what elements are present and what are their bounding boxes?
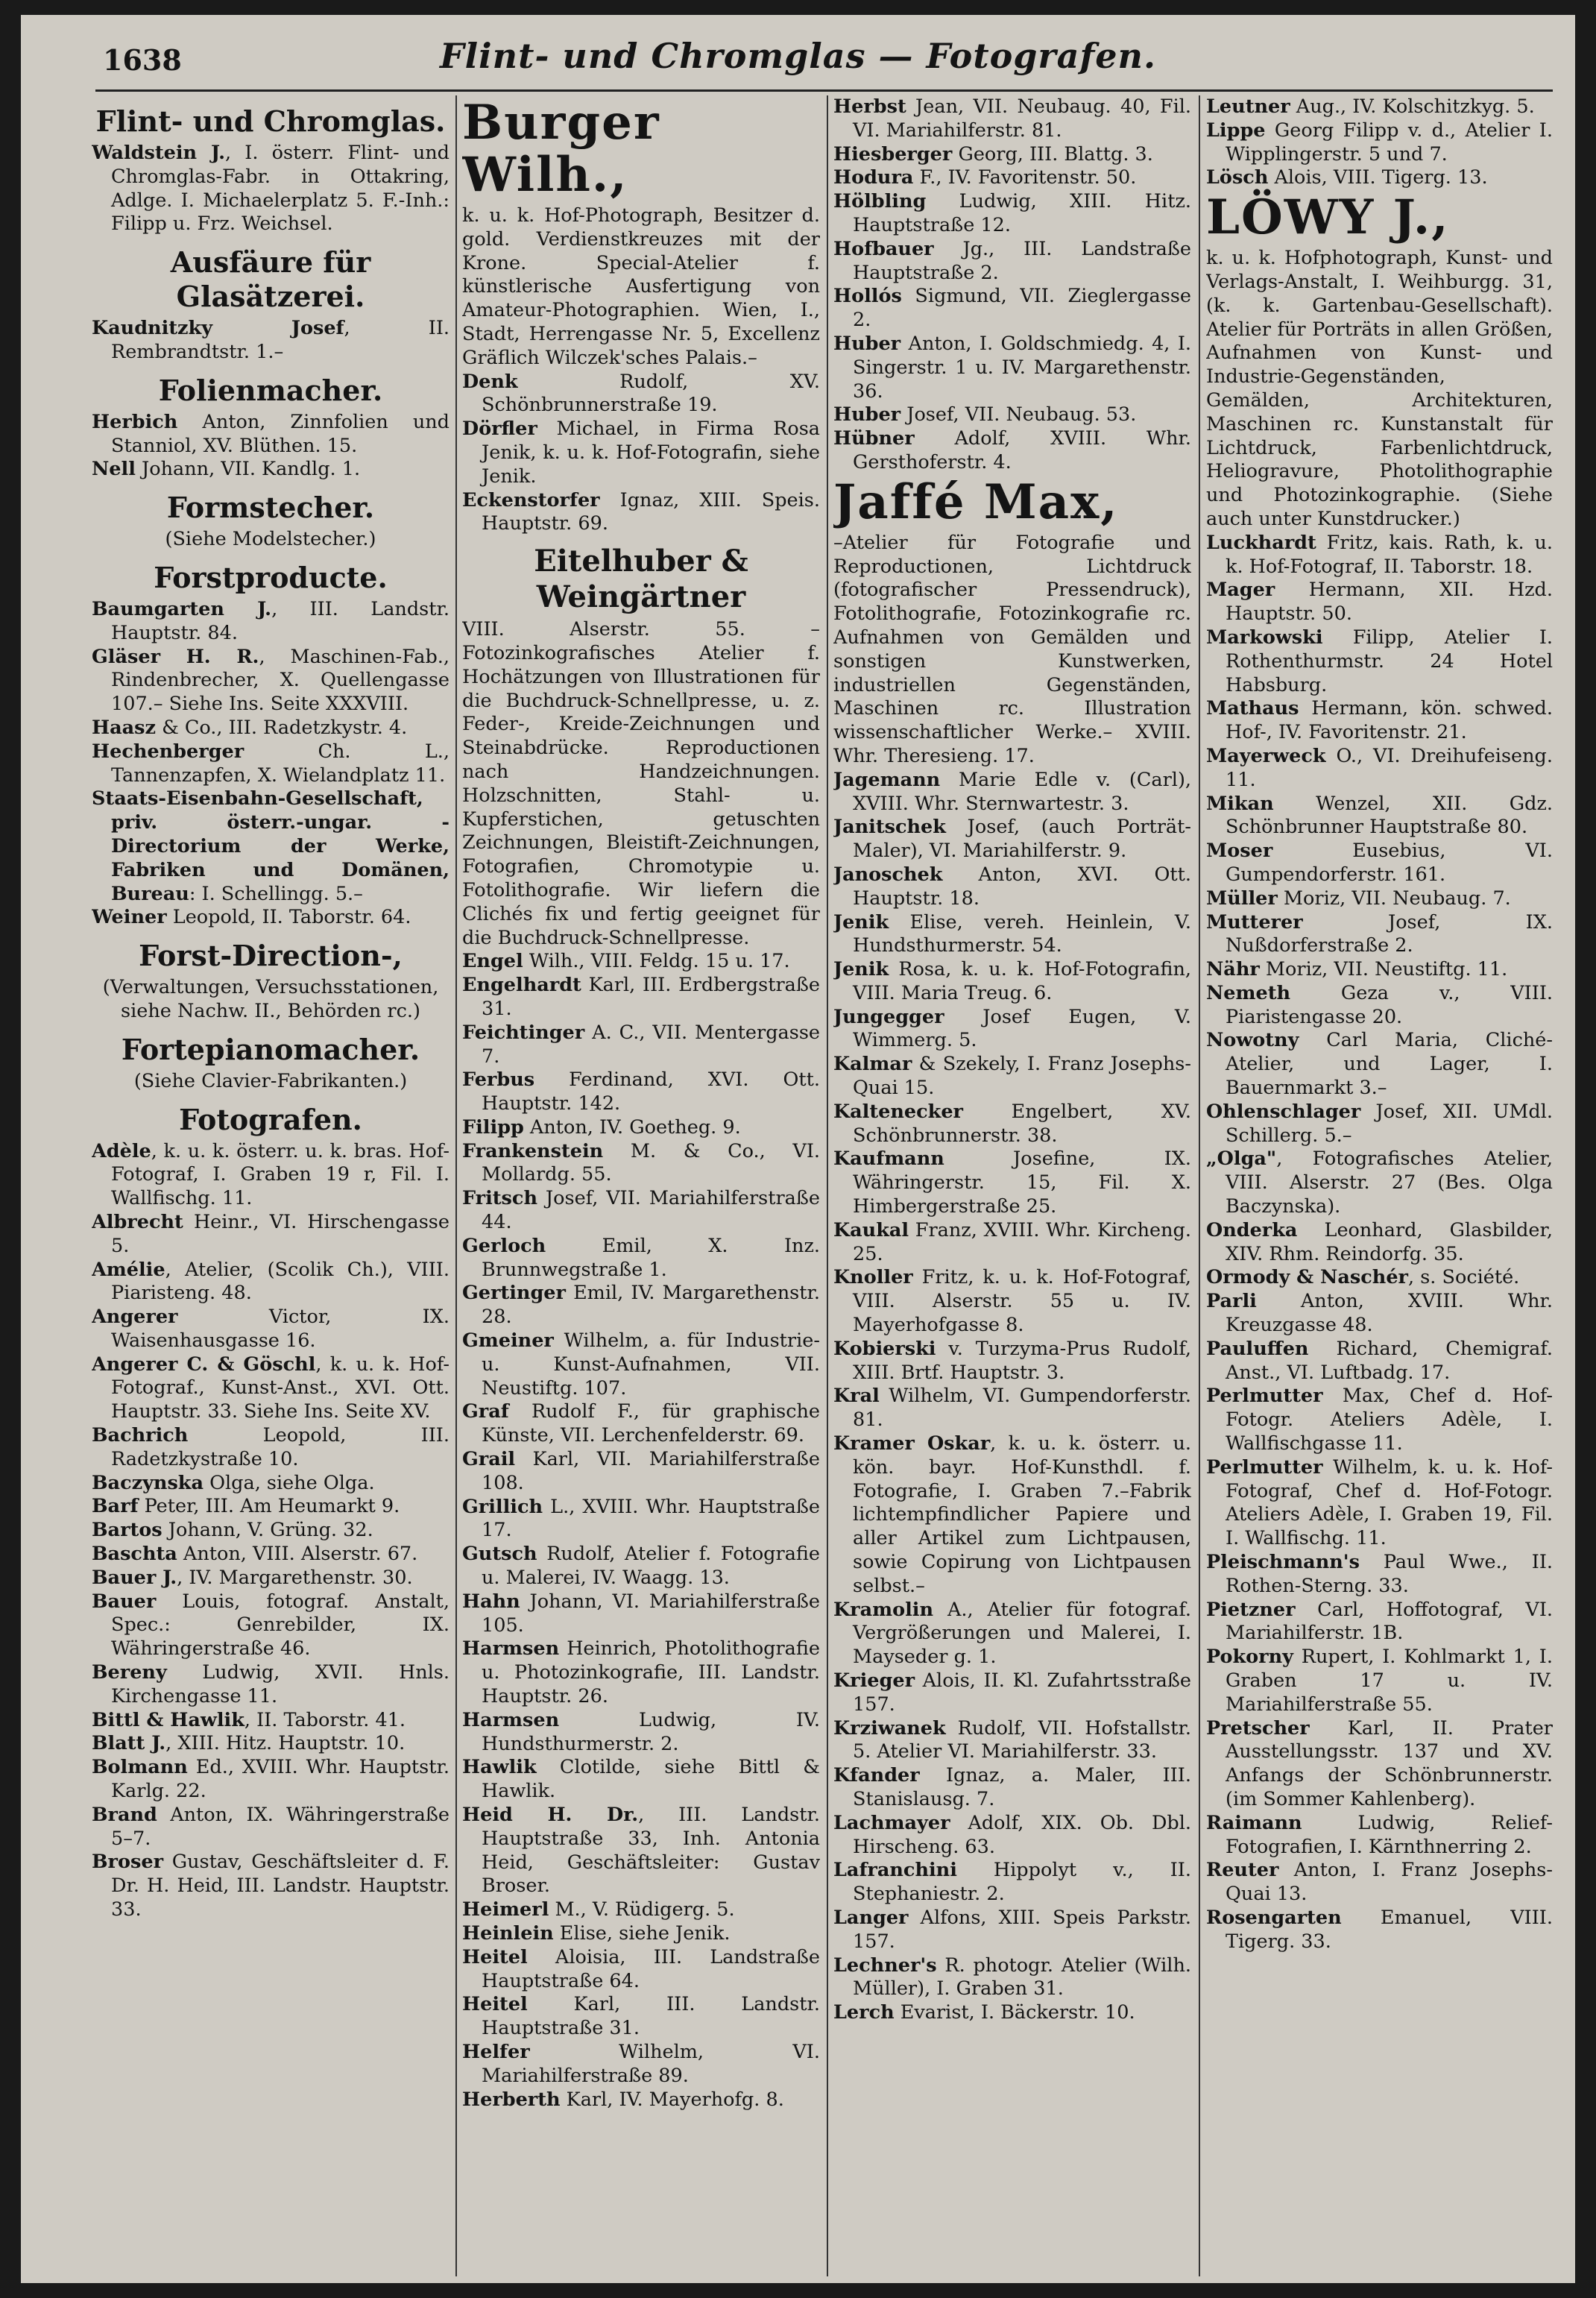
list-item: Bittl & Hawlik, II. Taborstr. 41. [92, 1708, 406, 1731]
header-rule [95, 89, 1553, 92]
list-item: Lösch Alois, VIII. Tigerg. 13. [1206, 166, 1488, 189]
list-item: Kfander Ignaz, a. Maler, III. Stanislausg. 7. [833, 1764, 1191, 1810]
list-item: Reuter Anton, I. Franz Josephs-Quai 13. [1206, 1859, 1553, 1906]
section-heading: Fortepianomacher. [121, 1032, 420, 1066]
list-item: Perlmutter Wilhelm, k. u. k. Hof-Fotograf, Chef d. Hof-Fotogr. Ateliers Adèle, I. Graben 19, Fil. I. Wallfischg. 11. [1206, 1455, 1553, 1550]
list-item: Barf Peter, III. Am Heumarkt 9. [92, 1495, 400, 1518]
list-item: Müller Moriz, VII. Neubaug. 7. [1206, 887, 1511, 910]
list-item: Frankenstein M. & Co., VI. Mollardg. 55. [462, 1139, 820, 1186]
column-3 [833, 95, 1191, 2276]
list-item: Mager Hermann, XII. Hzd. Hauptstr. 50. [1206, 579, 1553, 626]
list-item: Lerch Evarist, I. Bäckerstr. 10. [833, 2001, 1135, 2024]
list-item: Graf Rudolf F., für graphische Künste, VII. Lerchenfelderstr. 69. [462, 1400, 820, 1447]
advert-text: –Atelier für Fotografie und Reproductionen, Lichtdruck (fotografischer Pressendruck), Fotolithografie, Fotozinkografie rc. Aufnahmen von Gemälden und sonstigen Kunstwerken, industriellen Gegenständen, Maschinen rc. Illustration wissenschaftlicher Werke.– XVIII. Whr. Theresieng. 17. [833, 531, 1191, 767]
list-item: Langer Alfons, XIII. Speis Parkstr. 157. [833, 1906, 1191, 1953]
list-item: Gertinger Emil, IV. Margarethenstr. 28. [462, 1282, 820, 1329]
list-item: Kramolin A., Atelier für fotograf. Vergrößerungen und Malerei, I. Mayseder g. 1. [833, 1598, 1191, 1669]
list-item: Hübner Adolf, XVIII. Whr. Gersthoferstr. 4. [833, 427, 1191, 473]
list-item: Kaukal Franz, XVIII. Whr. Kircheng. 25. [833, 1218, 1191, 1265]
section-heading: Fotografen. [179, 1102, 362, 1136]
list-item: Heitel Aloisia, III. Landstraße Hauptstraße 64. [462, 1945, 820, 1992]
section-note: (Siehe Modelstecher.) [165, 528, 376, 551]
section-heading: Flint- und Chromglas. [95, 104, 446, 138]
list-item: Gerloch Emil, X. Inz. Brunnwegstraße 1. [462, 1234, 820, 1281]
directory-page [21, 15, 1575, 2283]
list-item: Krziwanek Rudolf, VII. Hofstallstr. 5. Atelier VI. Mariahilferstr. 33. [833, 1716, 1191, 1763]
list-item: Adèle, k. u. k. österr. u. k. bras. Hof-Fotograf, I. Graben 19 r, Fil. I. Wallfischg. 11. [92, 1139, 450, 1210]
list-item: Huber Josef, VII. Neubaug. 53. [833, 403, 1137, 426]
list-item: Luckhardt Fritz, kais. Rath, k. u. k. Hof-Fotograf, II. Taborstr. 18. [1206, 531, 1553, 578]
list-item: Nähr Moriz, VII. Neustiftg. 11. [1206, 958, 1508, 981]
list-item: Rosengarten Emanuel, VIII. Tigerg. 33. [1206, 1906, 1553, 1953]
list-item: Huber Anton, I. Goldschmiedg. 4, I. Singerstr. 1 u. IV. Margarethenstr. 36. [833, 332, 1191, 403]
column-1 [92, 95, 450, 2276]
list-item: Bachrich Leopold, III. Radetzkystraße 10. [92, 1424, 450, 1470]
list-item: Hofbauer Jg., III. Landstraße Hauptstraße 2. [833, 237, 1191, 284]
list-item: Staats-Eisenbahn-Gesellschaft, priv. österr.-ungar. -Directorium der Werke, Fabriken und Domänen, Bureau: I. Schellingg. 5.– [92, 787, 450, 905]
list-item: Angerer C. & Göschl, k. u. k. Hof-Fotograf., Kunst-Anst., XVI. Ott. Hauptstr. 33. Siehe Ins. Seite XV. [92, 1353, 450, 1423]
list-item: Heid H. Dr., III. Landstr. Hauptstraße 33, Inh. Antonia Heid, Geschäftsleiter: Gustav Broser. [462, 1804, 820, 1898]
list-item: Hawlik Clotilde, siehe Bittl & Hawlik. [462, 1756, 820, 1803]
list-item: Kaudnitzky Josef, II. Rembrandtstr. 1.– [92, 317, 450, 363]
list-item: Kaufmann Josefine, IX. Währingerstr. 15, Fil. X. Himbergerstraße 25. [833, 1148, 1191, 1218]
list-item: Heinlein Elise, siehe Jenik. [462, 1921, 731, 1945]
list-item: Pleischmann's Paul Wwe., II. Rothen-Sterng. 33. [1206, 1551, 1553, 1597]
list-item: Grail Karl, VII. Mariahilferstraße 108. [462, 1448, 820, 1494]
list-item: Baschta Anton, VIII. Alserstr. 67. [92, 1543, 418, 1566]
list-item: Broser Gustav, Geschäftsleiter d. F. Dr. H. Heid, III. Landstr. Hauptstr. 33. [92, 1851, 450, 1921]
list-item: Bauer J., IV. Margarethenstr. 30. [92, 1566, 413, 1589]
list-item: Harmsen Ludwig, IV. Hundsthurmerstr. 2. [462, 1708, 820, 1755]
list-item: Hiesberger Georg, III. Blattg. 3. [833, 142, 1153, 166]
list-item: Baumgarten J., III. Landstr. Hauptstr. 84. [92, 597, 450, 644]
section-note: (Verwaltungen, Versuchsstationen, siehe Nachw. II., Behörden rc.) [102, 976, 439, 1022]
list-item: Heimerl M., V. Rüdigerg. 5. [462, 1898, 735, 1921]
list-item: Mikan Wenzel, XII. Gdz. Schönbrunner Hauptstraße 80. [1206, 792, 1553, 839]
page-number: 1638 [103, 43, 182, 77]
list-item: Pretscher Karl, II. Prater Ausstellungsstr. 137 und XV. Anfangs der Schönbrunnerstr. (im Sommer Kahlenberg). [1206, 1716, 1553, 1810]
list-item: Mutterer Josef, IX. Nußdorferstraße 2. [1206, 910, 1553, 957]
list-item: Herberth Karl, IV. Mayerhofg. 8. [462, 2088, 784, 2111]
list-item: „Olga", Fotografisches Atelier, VIII. Alserstr. 27 (Bes. Olga Baczynska). [1206, 1148, 1553, 1218]
list-item: Waldstein J., I. österr. Flint- und Chromglas-Fabr. in Ottakring, Adlge. I. Michaelerplatz 5. F.-Inh.: Filipp u. Frz. Weichsel. [92, 142, 450, 236]
list-item: Mathaus Hermann, kön. schwed. Hof-, IV. Favoritenstr. 21. [1206, 697, 1553, 744]
advert-heading: Eitelhuber & Weingärtner [534, 544, 748, 615]
list-item: Gläser H. R., Maschinen-Fab., Rindenbrecher, X. Quellengasse 107.– Siehe Ins. Seite XXXVIII. [92, 645, 450, 716]
list-item: Hahn Johann, VI. Mariahilferstraße 105. [462, 1590, 820, 1637]
list-item: Jungegger Josef Eugen, V. Wimmerg. 5. [833, 1005, 1191, 1052]
list-item: Haasz & Co., III. Radetzkystr. 4. [92, 716, 408, 739]
list-item: Kalmar & Szekely, I. Franz Josephs-Quai 15. [833, 1053, 1191, 1100]
list-item: Helfer Wilhelm, VI. Mariahilferstraße 89. [462, 2040, 820, 2087]
list-item: Pauluffen Richard, Chemigraf. Anst., VI. Luftbadg. 17. [1206, 1337, 1553, 1384]
section-note: (Siehe Clavier-Fabrikanten.) [133, 1069, 408, 1092]
list-item: Herbich Anton, Zinnfolien und Stanniol, XV. Blüthen. 15. [92, 410, 450, 457]
list-item: Feichtinger A. C., VII. Mentergasse 7. [462, 1021, 820, 1068]
list-item: Weiner Leopold, II. Taborstr. 64. [92, 906, 411, 929]
list-item: Hollós Sigmund, VII. Zieglergasse 2. [833, 285, 1191, 332]
list-item: Leutner Aug., IV. Kolschitzkyg. 5. [1206, 95, 1535, 118]
column-4 [1206, 95, 1553, 2276]
list-item: Lippe Georg Filipp v. d., Atelier I. Wipplingerstr. 5 und 7. [1206, 119, 1553, 166]
list-item: Blatt J., XIII. Hitz. Hauptstr. 10. [92, 1732, 406, 1755]
list-item: Ferbus Ferdinand, XVI. Ott. Hauptstr. 142. [462, 1068, 820, 1115]
section-heading: Folienmacher. [158, 373, 383, 407]
list-item: Janitschek Josef, (auch Porträt-Maler), VI. Mariahilferstr. 9. [833, 816, 1191, 863]
list-item: Fritsch Josef, VII. Mariahilferstraße 44. [462, 1187, 820, 1234]
list-item: Bauer Louis, fotograf. Anstalt, Spec.: Genrebilder, IX. Währingerstraße 46. [92, 1590, 450, 1660]
advert-text: VIII. Alserstr. 55. –Fotozinkografisches Atelier f. Hochätzungen von Illustrationen für die Buchdruck-Schnellpresse, u. z. Feder-, Kreide-Zeichnungen und Steinabdrücke. Reproductionen nach Handzeichnungen. Holzschnitten, Stahl- u. Kupferstichen, getuschten Zeichnungen, Bleistift-Zeichnungen, Fotografien, Chromotypie u. Fotolithografie. Wir liefern die Clichés fix und fertig geeignet für die Buchdruck-Schnellpresse. [462, 618, 820, 949]
list-item: Kral Wilhelm, VI. Gumpendorferstr. 81. [833, 1385, 1191, 1432]
section-heading: Forstproducte. [154, 560, 388, 594]
list-item: Parli Anton, XVIII. Whr. Kreuzgasse 48. [1206, 1290, 1553, 1337]
list-item: Nemeth Geza v., VIII. Piaristengasse 20. [1206, 981, 1553, 1028]
list-item: Knoller Fritz, k. u. k. Hof-Fotograf, VIII. Alserstr. 55 u. IV. Mayerhofgasse 8. [833, 1266, 1191, 1337]
list-item: Nell Johann, VII. Kandlg. 1. [92, 458, 361, 481]
list-item: Kramer Oskar, k. u. k. österr. u. kön. bayr. Hof-Kunsthdl. f. Fotografie, I. Graben 7.–Fabrik lichtempfindlicher Papiere und aller Artikel zum Lichtpausen, sowie Copirung von Lichtpausen selbst.– [833, 1432, 1191, 1597]
list-item: Amélie, Atelier, (Scolik Ch.), VIII. Piaristeng. 48. [92, 1258, 450, 1305]
column-2 [462, 95, 820, 2276]
section-heading: Formstecher. [166, 491, 375, 525]
page-title: Flint- und Chromglas — Fotografen. [440, 36, 1156, 76]
list-item: Brand Anton, IX. Währingerstraße 5–7. [92, 1803, 450, 1850]
list-item: Gutsch Rudolf, Atelier f. Fotografie u. Malerei, IV. Waagg. 13. [462, 1543, 820, 1590]
list-item: Bereny Ludwig, XVII. Hnls. Kirchengasse 11. [92, 1661, 450, 1707]
list-item: Lafranchini Hippolyt v., II. Stephaniestr. 2. [833, 1859, 1191, 1906]
list-item: Dörfler Michael, in Firma Rosa Jenik, k. u. k. Hof-Fotografin, siehe Jenik. [462, 418, 820, 488]
list-item: Angerer Victor, IX. Waisenhausgasse 16. [92, 1306, 450, 1352]
list-item: Moser Eusebius, VI. Gumpendorferstr. 161. [1206, 840, 1553, 886]
list-item: Jagemann Marie Edle v. (Carl), XVIII. Whr. Sternwartestr. 3. [833, 768, 1191, 815]
list-item: Jenik Elise, vereh. Heinlein, V. Hundsthurmerstr. 54. [833, 910, 1191, 957]
advert-heading: LÖWY J., [1206, 189, 1450, 246]
list-item: Filipp Anton, IV. Goetheg. 9. [462, 1115, 741, 1139]
list-item: Harmsen Heinrich, Photolithografie u. Photozinkografie, III. Landstr. Hauptstr. 26. [462, 1637, 820, 1708]
list-item: Mayerweck O., VI. Dreihufeiseng. 11. [1206, 744, 1553, 791]
section-heading: Forst-Direction-, [139, 939, 403, 973]
list-item: Hodura F., IV. Favoritenstr. 50. [833, 166, 1137, 189]
list-item: Engelhardt Karl, III. Erdbergstraße 31. [462, 974, 820, 1020]
page-header [21, 15, 1575, 89]
list-item: Jenik Rosa, k. u. k. Hof-Fotografin, VIII. Maria Treug. 6. [833, 958, 1191, 1004]
list-item: Kobierski v. Turzyma-Prus Rudolf, XIII. Brtf. Hauptstr. 3. [833, 1337, 1191, 1384]
list-item: Janoschek Anton, XVI. Ott. Hauptstr. 18. [833, 863, 1191, 910]
list-item: Engel Wilh., VIII. Feldg. 15 u. 17. [462, 950, 790, 973]
list-item: Lachmayer Adolf, XIX. Ob. Dbl. Hirscheng. 63. [833, 1811, 1191, 1858]
advert-heading: Jaffé Max, [833, 473, 1119, 530]
column-divider [455, 95, 457, 2276]
list-item: Heitel Karl, III. Landstr. Hauptstraße 31. [462, 1993, 820, 2040]
list-item: Gmeiner Wilhelm, a. für Industrie- u. Kunst-Aufnahmen, VII. Neustiftg. 107. [462, 1329, 820, 1400]
list-item: Nowotny Carl Maria, Cliché-Atelier, und Lager, I. Bauernmarkt 3.– [1206, 1029, 1553, 1100]
list-item: Denk Rudolf, XV. Schönbrunnerstraße 19. [462, 370, 820, 417]
column-divider [1199, 95, 1200, 2276]
advert-text: k. u. k. Hofphotograph, Kunst- und Verlags-Anstalt, I. Weihburgg. 31, (k. k. Gartenbau-Gesellschaft). Atelier für Porträts in allen Größen, Aufnahmen von Kunst- und Industrie-Gegenständen, Gemälden, Architekturen, Maschinen rc. Kunstanstalt für Lichtdruck, Farbenlichtdruck, Heliogravure, Photolithographie und Photozinkographie. (Siehe auch unter Kunstdrucker.) [1206, 247, 1553, 530]
list-item: Lechner's R. photogr. Atelier (Wilh. Müller), I. Graben 31. [833, 1954, 1191, 2000]
list-item: Pokorny Rupert, I. Kohlmarkt 1, I. Graben 17 u. IV. Mariahilferstraße 55. [1206, 1646, 1553, 1716]
list-item: Ormody & Naschér, s. Société. [1206, 1266, 1520, 1289]
list-item: Bartos Johann, V. Grüng. 32. [92, 1519, 373, 1542]
list-item: Albrecht Heinr., VI. Hirschengasse 5. [92, 1210, 450, 1257]
advert-heading: Burger Wilh., [462, 95, 660, 203]
list-item: Herbst Jean, VII. Neubaug. 40, Fil. VI. Mariahilferstr. 81. [833, 95, 1191, 142]
list-item: Onderka Leonhard, Glasbilder, XIV. Rhm. Reindorfg. 35. [1206, 1218, 1553, 1265]
list-item: Hölbling Ludwig, XIII. Hitz. Hauptstraße 12. [833, 190, 1191, 236]
list-item: Raimann Ludwig, Relief-Fotografien, I. Kärnthnerring 2. [1206, 1811, 1553, 1858]
column-divider [827, 95, 828, 2276]
list-item: Markowski Filipp, Atelier I. Rothenthurmstr. 24 Hotel Habsburg. [1206, 626, 1553, 696]
list-item: Baczynska Olga, siehe Olga. [92, 1471, 375, 1494]
list-item: Bolmann Ed., XVIII. Whr. Hauptstr. Karlg. 22. [92, 1756, 450, 1803]
list-item: Pietzner Carl, Hoffotograf, VI. Mariahilferstr. 1B. [1206, 1598, 1553, 1645]
list-item: Perlmutter Max, Chef d. Hof-Fotogr. Ateliers Adèle, I. Wallfischgasse 11. [1206, 1385, 1553, 1455]
list-item: Eckenstorfer Ignaz, XIII. Speis. Hauptstr. 69. [462, 488, 820, 535]
list-item: Grillich L., XVIII. Whr. Hauptstraße 17. [462, 1495, 820, 1542]
list-item: Ohlenschlager Josef, XII. UMdl. Schillerg. 5.– [1206, 1100, 1553, 1147]
list-item: Kaltenecker Engelbert, XV. Schönbrunnerstr. 38. [833, 1100, 1191, 1147]
list-item: Krieger Alois, II. Kl. Zufahrtsstraße 157. [833, 1669, 1191, 1716]
section-heading: Ausfäure für Glasätzerei. [170, 245, 371, 314]
list-item: Hechenberger Ch. L., Tannenzapfen, X. Wielandplatz 11. [92, 740, 450, 787]
advert-text: k. u. k. Hof-Photograph, Besitzer d. gold. Verdienstkreuzes mit der Krone. Special-Atelier f. künstlerische Ausfertigung von Amateur-Photographien. Wien, I., Stadt, Herrengasse Nr. 5, Excellenz Gräflich Wilczek'sches Palais.– [462, 204, 820, 369]
